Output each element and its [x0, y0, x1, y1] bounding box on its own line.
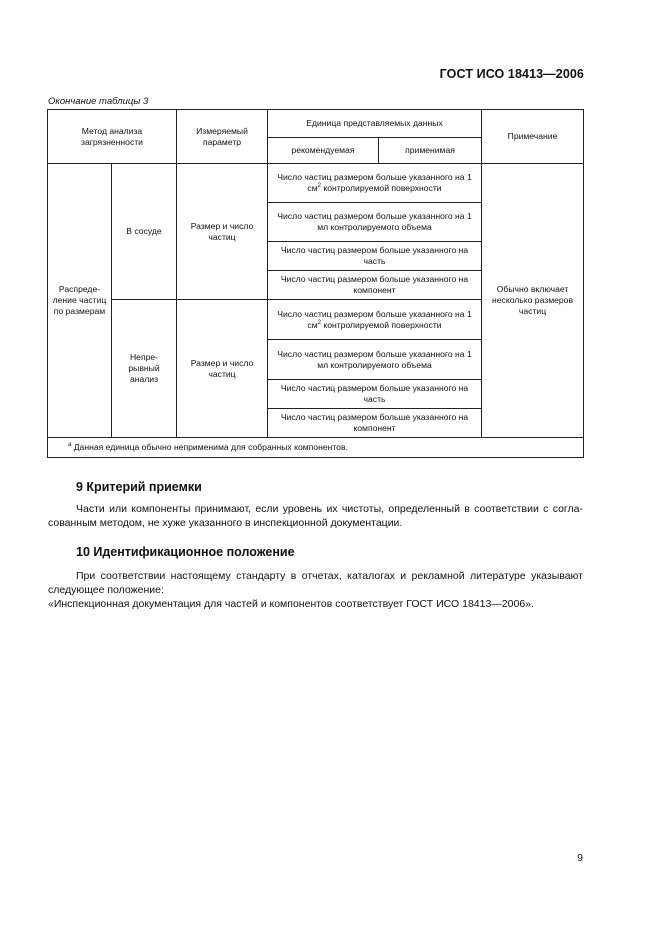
table-footnote: $^a$ Данная единица обычно неприменима для собранных компонентов.	[48, 438, 584, 458]
unit-cell: Число частиц размером больше указанного на компонент	[268, 271, 482, 300]
header-note: Примечание	[482, 110, 584, 164]
unit-cell: Число частиц размером больше указанного на 1 мл контролируемого объема	[268, 203, 482, 242]
document-standard-header: ГОСТ ИСО 18413—2006	[439, 67, 584, 81]
unit-cell: Число частиц размером больше указанного на 1 $см^2$ контролируемой поверхности	[268, 300, 482, 340]
unit-cell: Число частиц размером больше указанного на компонент	[268, 409, 482, 438]
contamination-table	[47, 109, 584, 458]
section-9-text: Части или компоненты принимают, если уровень их чистоты, определенный в соответствии с согла-сованным методом, не хуже указанного в инспекционной документации.	[48, 503, 583, 529]
header-units-group: Единица представляемых данных	[268, 110, 482, 138]
submethod-vessel: В сосуде	[112, 164, 177, 300]
section-9-title: 9 Критерий приемки	[76, 480, 202, 494]
parameter-continuous: Размер и число частиц	[177, 300, 268, 438]
header-recommended: рекомендуемая	[268, 138, 379, 164]
unit-cell: Число частиц размером больше указанного на 1 мл контролируемого объема	[268, 340, 482, 380]
header-parameter: Измеряемый параметр	[177, 110, 268, 164]
method-label: Распреде-ление частиц по размерам	[48, 164, 112, 438]
section-10-statement: «Инспекционная документация для частей и компонентов соответствует ГОСТ ИСО 18413—2006».	[48, 598, 534, 610]
header-applicable: применимая	[379, 138, 482, 164]
note-cell: Обычно включает несколько размеров частиц	[482, 164, 584, 438]
submethod-continuous: Непре-рывный анализ	[112, 300, 177, 438]
section-10-title: 10 Идентификационное положение	[76, 545, 295, 559]
header-method: Метод анализа загрязненности	[48, 110, 177, 164]
unit-cell: Число частиц размером больше указанного на часть	[268, 380, 482, 409]
table-caption: Окончание таблицы 3	[48, 96, 149, 107]
unit-cell: Число частиц размером больше указанного на 1 $см^2$ контролируемой поверхности	[268, 164, 482, 203]
parameter-vessel: Размер и число частиц	[177, 164, 268, 300]
unit-cell: Число частиц размером больше указанного на часть	[268, 242, 482, 271]
section-10-text: При соответствии настоящему стандарту в отчетах, каталогах и рекламной литературе указывают следующее положение:	[48, 570, 583, 596]
page-number: 9	[577, 852, 583, 864]
